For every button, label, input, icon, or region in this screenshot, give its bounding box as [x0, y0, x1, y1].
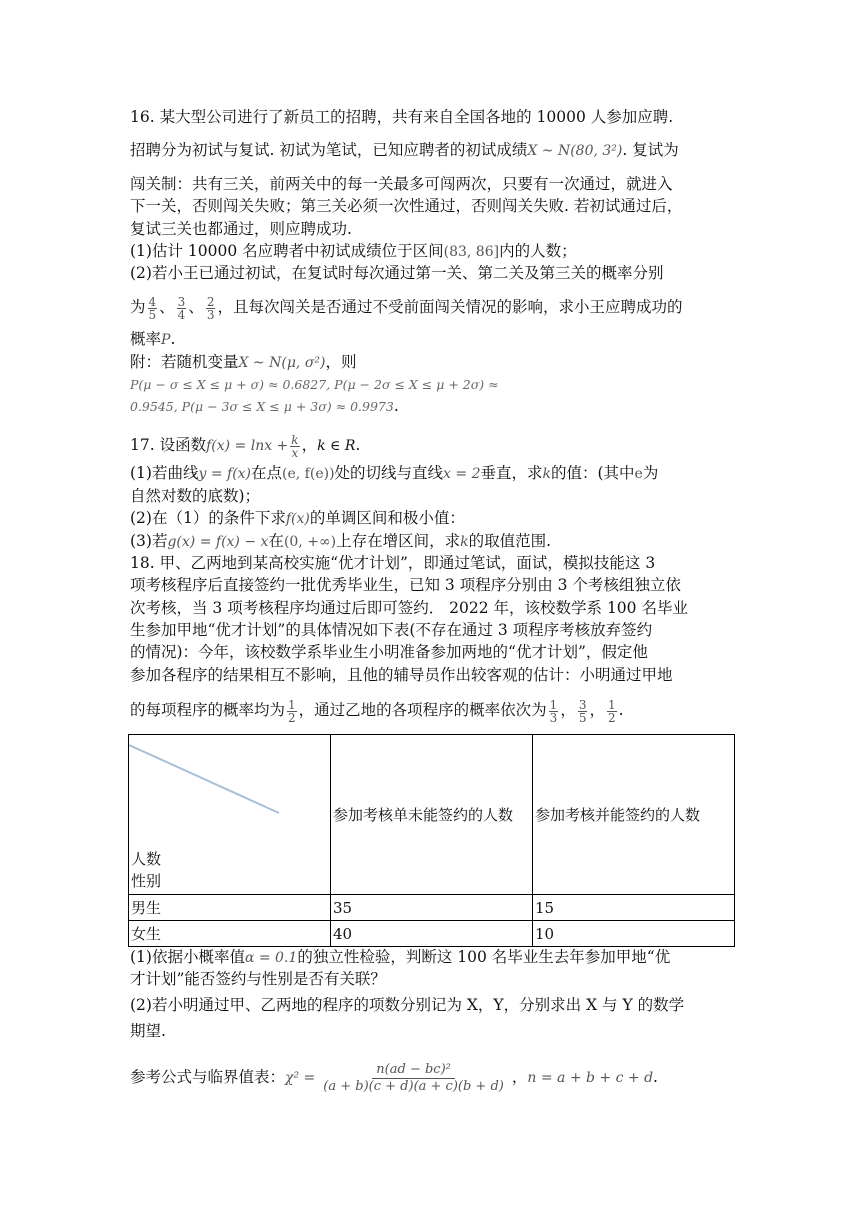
q17-k: k [542, 466, 551, 482]
q18-line-12: 参考公式与临界值表：χ² = $\frac{\text{n(ad − bc)²}}{(a + b)(c + d)(a + c)(b + d)}$ ，n = a + b + c + d. [130, 1061, 658, 1094]
q16-text: 下一关，否则闯关失败；第三关必须一次性通过，否则闯关失败. 若初试通过后， [130, 197, 683, 215]
q18-line-3: 次考核，当 3 项考核程序均通过后即可签约． 2022 年，该校数学系 100 名毕业 [130, 599, 688, 617]
q16-text: 为 [130, 298, 146, 316]
q16-line-8: 为 $\frac{4}{5}$ 、 $\frac{3}{4}$ 、 $\frac{2}{3}$ ，且每次闯关是否通过不受前面闯关情况的影响，求小王应聘成功的 [130, 294, 683, 322]
fraction-1-3: $\frac{1}{3}$ [549, 697, 558, 725]
q16-line-10 [130, 352, 356, 373]
q18-line-2: 项考核程序后直接签约一批优秀毕业生，已知 3 项程序分别由 3 个考核组独立依 [130, 576, 681, 594]
table-row-label: 女生 [129, 921, 331, 947]
table-cell: 15 [533, 895, 735, 921]
q16-text: (2)若小王已通过初试，在复试时每次通过第一关、第二关及第三关的概率分别 [130, 264, 664, 282]
q16-line-11 [130, 374, 499, 395]
q17-line-2: (1)若曲线y = f(x)在点(e, f(e))处的切线与直线x = 2垂直，求k的值：(其中e为 [130, 464, 659, 482]
table-cell: 10 [533, 921, 735, 947]
q16-text: 附：若随机变量 [130, 353, 239, 371]
fraction-3-5: $\frac{3}{5}$ [578, 697, 587, 725]
q16-text: 复试三关也都通过，则应聘成功. [130, 220, 352, 238]
q17-k: k [460, 534, 469, 550]
q16-formula-normal-general: X ~ N(μ, σ²) [238, 355, 326, 371]
q16-text: ，且每次闯关是否通过不受前面闯关情况的影响，求小王应聘成功的 [217, 298, 683, 316]
q16-probability-formula: P(μ − σ ≤ X ≤ μ + σ) ≈ 0.6827, P(μ − 2σ ≤ X ≤ μ + 2σ) ≈ [130, 377, 499, 392]
q18-line-7: 的每项程序的概率均为 $\frac{1}{2}$ ，通过乙地的各项程序的概率依次为 $\frac{1}{3}$ ， $\frac{3}{5}$ ， $\frac{1}{2}$ . [130, 697, 624, 725]
q16-formula-normal: X ~ N(80, 3²) [527, 143, 623, 159]
q17-line-5: (3)若g(x) = f(x) − x在(0, +∞)上存在增区间，求k的取值范围. [130, 532, 551, 550]
q16-text: 闯关制：共有三关，前两关中的每一关最多可闯两次，只要有一次通过，就进入 [130, 175, 673, 193]
table-cell: 40 [331, 921, 533, 947]
table-cell: 35 [331, 895, 533, 921]
q17-line-3: 自然对数的底数)； [130, 487, 261, 505]
signing-table [128, 734, 735, 947]
q16-text: 招聘分为初试与复试. 初试为笔试，已知应聘者的初试成绩 [130, 141, 528, 159]
q16-line-12: 0.9545, P(μ − 3σ ≤ X ≤ μ + 3σ) ≈ 0.9973. [130, 397, 399, 415]
q16-probability-formula: 0.9545, P(μ − 3σ ≤ X ≤ μ + 3σ) ≈ 0.9973 [130, 399, 394, 414]
fraction-1-2: $\frac{1}{2}$ [607, 697, 616, 725]
q16-line-5 [130, 219, 352, 239]
q18-line-6: 参加各程序的结果相互不影响，且他的辅导员作出较客观的估计：小明通过甲地 [130, 666, 673, 684]
fraction-3-4: $\frac{3}{4}$ [177, 294, 186, 322]
q18-line-5: 的情况)：今年，该校数学系毕业生小明准备参加两地的“优才计划”，假定他 [130, 643, 648, 661]
q18-line-4: 生参加甲地“优才计划”的具体情况如下表(不存在通过 3 项程序考核放弃签约 [130, 621, 653, 639]
q17-interval: (0, +∞) [283, 534, 337, 550]
q16-line-2 [130, 140, 679, 161]
table-header-col2: 参加考核并能签约的人数 [533, 735, 735, 895]
q16-line-6 [130, 241, 577, 262]
fraction-k-x: $\frac{k}{x}$ [291, 432, 299, 460]
table-row-label: 男生 [129, 895, 331, 921]
q17-gx: g(x) = f(x) − x [167, 534, 269, 550]
fraction-2-3: $\frac{2}{3}$ [206, 294, 215, 322]
q17-fx: f(x) [285, 511, 310, 527]
q16-text: 16. 某大型公司进行了新员工的招聘，共有来自全国各地的 10000 人参加应聘. [130, 108, 674, 126]
q16-line-1 [130, 107, 673, 127]
q16-text: ，则 [325, 353, 357, 371]
q17-line-4: (2)在（1）的条件下求f(x)的单调区间和极小值： [130, 509, 465, 527]
table-corner-top: 人数 [131, 850, 162, 868]
q17-e: e [634, 466, 643, 482]
q18-line-8: (1)依据小概率值α = 0.1的独立性检验，判断这 100 名毕业生去年参加甲地“优 [130, 948, 671, 966]
q18-line-11: 期望. [130, 1022, 166, 1040]
q16-line-3 [130, 174, 673, 194]
table-corner-cell [129, 735, 331, 895]
q16-text: 概率 [130, 330, 162, 348]
q18-line-9: 才计划”能否签约与性别是否有关联？ [130, 970, 386, 988]
fraction-1-2: $\frac{1}{2}$ [288, 697, 296, 725]
q18-n-formula: n = a + b + c + d [527, 1070, 654, 1086]
q16-text: . 复试为 [622, 141, 679, 159]
q17-line-1: 17. 设函数f(x) = lnx + $\frac{k}{x}$ ，k ∈ R. [130, 432, 361, 460]
q17-function: f(x) = lnx + [206, 438, 289, 454]
q18-alpha: α = 0.1 [244, 950, 298, 966]
q16-text: 内的人数； [499, 242, 577, 260]
q16-line-9: 概率P. [130, 330, 176, 348]
q18-chi-squared: χ² = [285, 1070, 316, 1086]
q16-line-7 [130, 263, 663, 283]
table-corner-bottom: 性别 [131, 872, 162, 890]
chi-squared-formula: $\frac{\text{n(ad − bc)²}}{(a + b)(c + d)(a + c)(b + d)}$ [323, 1061, 504, 1094]
q16-interval: (83, 86] [443, 244, 500, 260]
q17-point: (e, f(e)) [282, 466, 335, 482]
table-header-col1: 参加考核单未能签约的人数 [331, 735, 533, 895]
q18-line-10: (2)若小明通过甲、乙两地的程序的项数分别记为 X，Y，分别求出 X 与 Y 的数学 [130, 996, 685, 1014]
q17-k-domain: k ∈ R [317, 438, 356, 454]
q17-curve: y = f(x) [198, 466, 252, 482]
q18-line-1: 18. 甲、乙两地到某高校实施“优才计划”，即通过笔试，面试，模拟技能这 3 [130, 554, 656, 572]
q16-line-4 [130, 196, 682, 216]
fraction-4-5: $\frac{4}{5}$ [148, 294, 157, 322]
q16-p: P [161, 332, 171, 348]
q16-text: (1)估计 10000 名应聘者中初试成绩位于区间 [130, 242, 444, 260]
q17-text: 17. 设函数 [130, 436, 207, 454]
q17-line-x2: x = 2 [443, 466, 481, 482]
